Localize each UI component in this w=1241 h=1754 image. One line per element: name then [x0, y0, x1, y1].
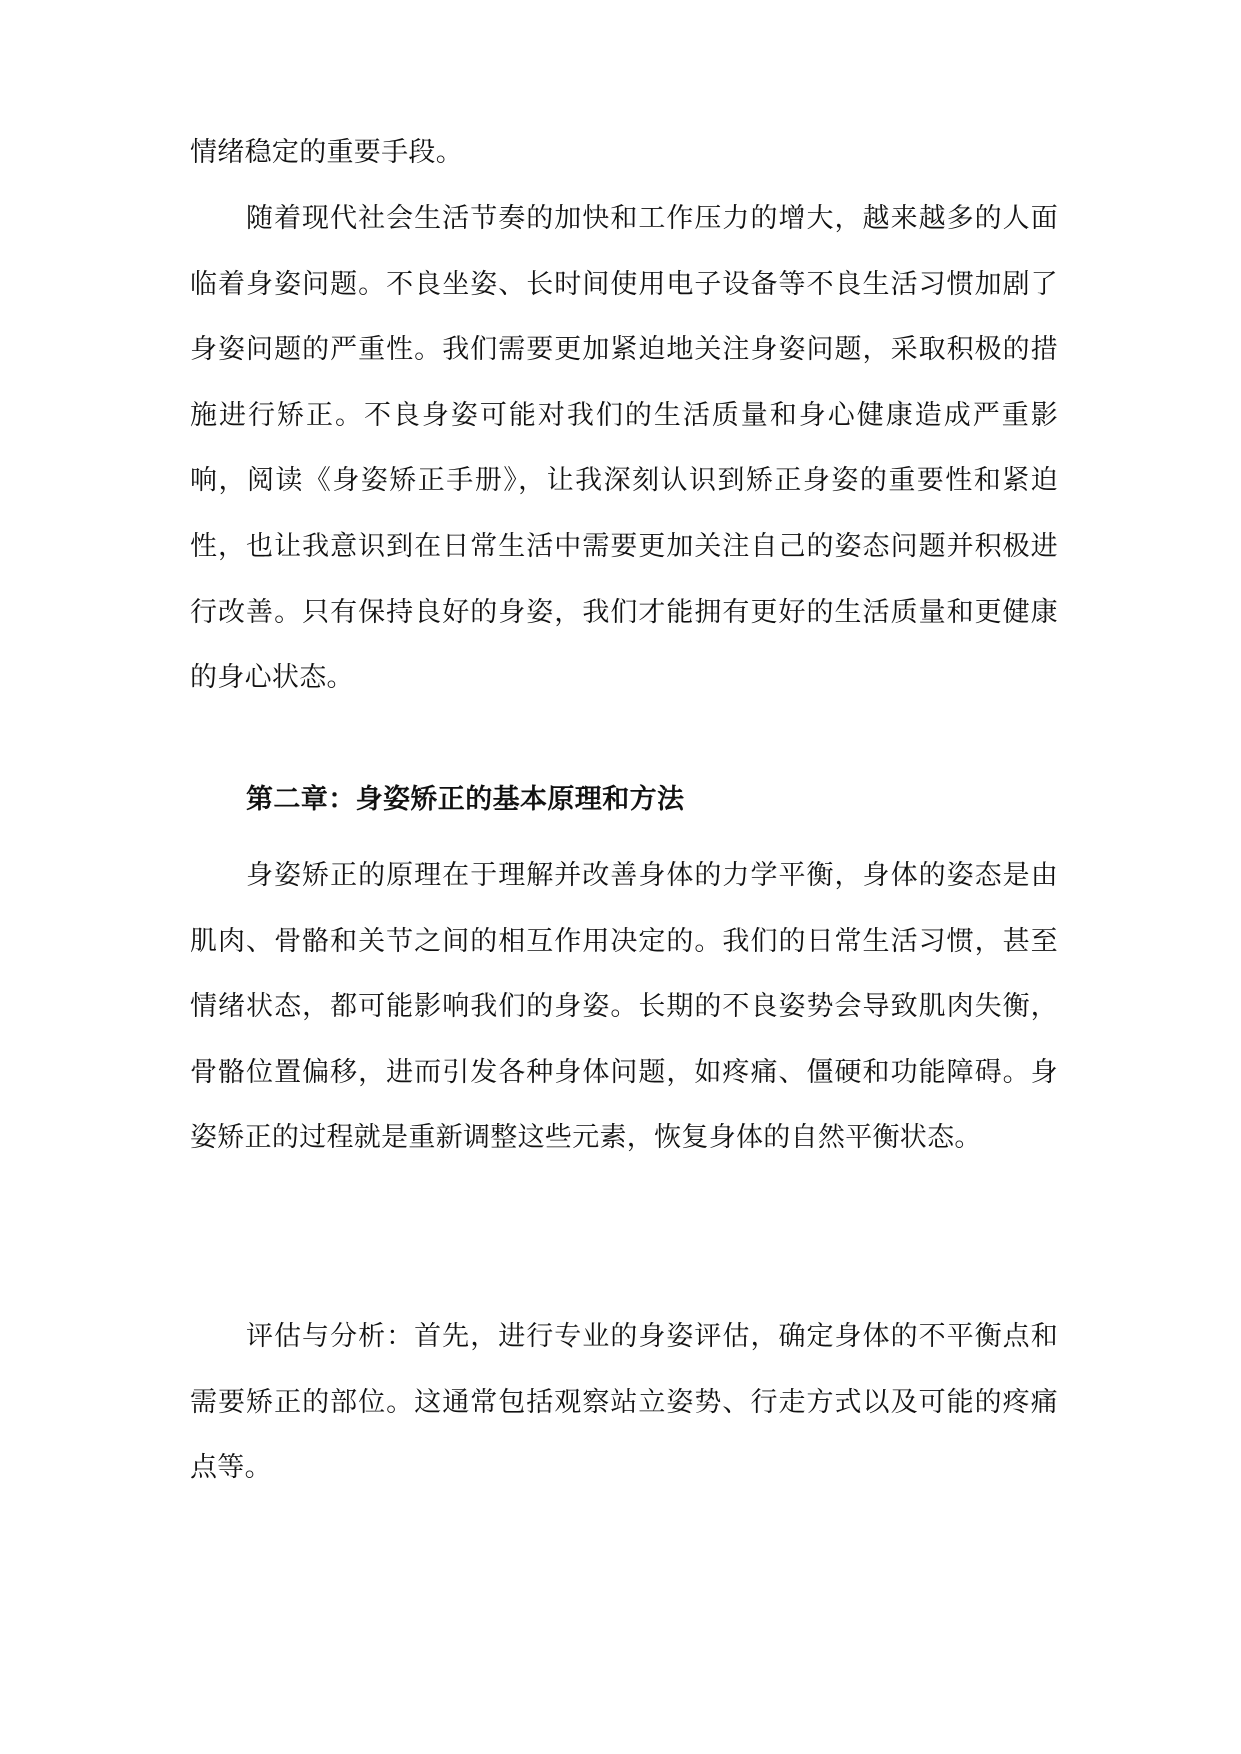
paragraph-body: 评估与分析：首先，进行专业的身姿评估，确定身体的不平衡点和需要矫正的部位。这通常包括观察站立姿势、行走方式以及可能的疼痛点等。	[190, 1321, 1058, 1484]
paragraph-body: 随着现代社会生活节奏的加快和工作压力的增大，越来越多的人面临着身姿问题。不良坐姿、长时间使用电子设备等不良生活习惯加剧了身姿问题的严重性。我们需要更加紧迫地关注身姿问题，采取积极的措施进行矫正。不良身姿可能对我们的生活质量和身心健康造成严重影响，阅读《身姿矫正手册》，让我深刻认识到矫正身姿的重要性和紧迫性，也让我意识到在日常生活中需要更加关注自己的姿态问题并积极进行改善。只有保持良好的身姿，我们才能拥有更好的生活质量和更健康的身心状态。	[190, 203, 1058, 694]
chapter-heading: 第二章：身姿矫正的基本原理和方法	[246, 784, 685, 815]
paragraph-body: 身姿矫正的原理在于理解并改善身体的力学平衡，身体的姿态是由肌肉、骨骼和关节之间的相互作用决定的。我们的日常生活习惯，甚至情绪状态，都可能影响我们的身姿。长期的不良姿势会导致肌肉失衡，骨骼位置偏移，进而引发各种身体问题，如疼痛、僵硬和功能障碍。身姿矫正的过程就是重新调整这些元素，恢复身体的自然平衡状态。	[190, 860, 1058, 1154]
paragraph-continuation: 情绪稳定的重要手段。	[190, 137, 463, 168]
